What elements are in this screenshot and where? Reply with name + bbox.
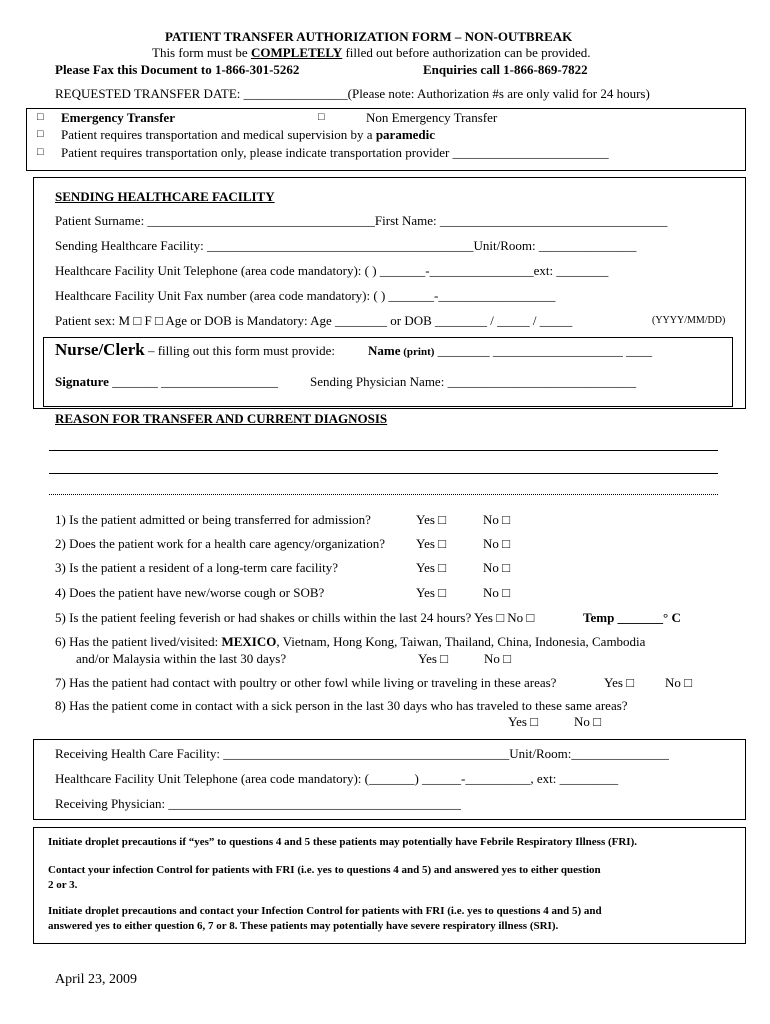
question-6	[55, 634, 645, 650]
reason-heading: REASON FOR TRANSFER AND CURRENT DIAGNOSIS	[55, 411, 388, 426]
patient-name-field[interactable]: Patient Surname: ___________________________________First Name: ___________________________________	[55, 213, 668, 228]
notice-text: This form must be	[152, 45, 251, 60]
sending-fax-field[interactable]: Healthcare Facility Unit Fax number (area code mandatory): ( ) _______-__________________	[55, 288, 556, 303]
q1-no-checkbox[interactable]: No □	[483, 512, 510, 527]
q7-yes-checkbox[interactable]: Yes □	[604, 675, 635, 690]
q6-no-checkbox[interactable]: No □	[484, 651, 511, 666]
question-4: 4) Does the patient have new/worse cough or SOB?	[55, 585, 325, 600]
nurse-clerk-instruction	[55, 340, 335, 360]
transport-only-checkbox[interactable]: □	[37, 146, 44, 158]
paramedic-text: Patient requires transportation and medical supervision by a	[61, 127, 376, 142]
emergency-checkbox[interactable]: □	[37, 111, 44, 123]
nurse-clerk-label: Nurse/Clerk	[55, 340, 145, 359]
signature-label: Signature	[55, 374, 109, 389]
q6-yes-checkbox[interactable]: Yes □	[418, 651, 449, 666]
receiving-facility-field[interactable]: Receiving Health Care Facility: ____________________________________________Unit/Room:_______________	[55, 746, 669, 761]
patient-sex-age-field[interactable]: Patient sex: M □ F □ Age or DOB is Mandatory: Age ________ or DOB ________ / _____ / _____	[55, 313, 573, 328]
notice-emphasis: COMPLETELY	[250, 45, 343, 60]
signature-line: _______ __________________	[108, 374, 278, 389]
emergency-transfer-label: Emergency Transfer	[61, 110, 175, 125]
q3-yes-checkbox[interactable]: Yes □	[416, 560, 447, 575]
temperature-field[interactable]: Temp _______° C	[583, 610, 681, 625]
q6-text: 6) Has the patient lived/visited:	[55, 634, 222, 649]
q4-yes-checkbox[interactable]: Yes □	[416, 585, 447, 600]
q2-yes-checkbox[interactable]: Yes □	[416, 536, 447, 551]
nurse-name-field[interactable]	[368, 343, 652, 359]
note-droplet-fri: Initiate droplet precautions if “yes” to questions 4 and 5 these patients may potentially have Febrile Respiratory Illness (FRI).	[48, 836, 637, 848]
sending-facility-field[interactable]: Sending Healthcare Facility: _________________________________________Unit/Room: _______________	[55, 238, 637, 253]
question-1: 1) Is the patient admitted or being transferred for admission?	[55, 512, 371, 527]
receiving-telephone-field[interactable]: Healthcare Facility Unit Telephone (area code mandatory): (_______) ______-__________, ext: _________	[55, 771, 619, 786]
reason-line-3[interactable]	[49, 494, 718, 495]
q3-no-checkbox[interactable]: No □	[483, 560, 510, 575]
question-2: 2) Does the patient work for a health care agency/organization?	[55, 536, 386, 551]
fax-number: Please Fax this Document to 1-866-301-5262	[55, 62, 300, 77]
non-emergency-transfer-label: Non Emergency Transfer	[366, 110, 498, 125]
form-title: PATIENT TRANSFER AUTHORIZATION FORM – NON-OUTBREAK	[165, 29, 573, 44]
q7-no-checkbox[interactable]: No □	[665, 675, 692, 690]
note-sri-1: Initiate droplet precautions and contact your Infection Control for patients with FRI (i.e. yes to questions 4 and 5) and	[48, 905, 602, 917]
question-5[interactable]: 5) Is the patient feeling feverish or had shakes or chills within the last 24 hours? Yes □ No □	[55, 610, 535, 625]
notice-text-end: filled out before authorization can be provided.	[342, 45, 591, 60]
signature-field[interactable]	[55, 374, 278, 390]
sending-telephone-field[interactable]: Healthcare Facility Unit Telephone (area code mandatory): ( ) _______-________________ext: ________	[55, 263, 609, 278]
reason-line-2[interactable]	[49, 473, 718, 474]
note-sri-2: answered yes to either question 6, 7 or 8. These patients may potentially have severe respiratory illness (SRI).	[48, 920, 559, 932]
paramedic-label	[61, 127, 435, 143]
name-print-hint: (print)	[400, 346, 435, 358]
q6-emphasis: MEXICO	[221, 634, 277, 649]
q1-yes-checkbox[interactable]: Yes □	[416, 512, 447, 527]
q6-text-end: , Vietnam, Hong Kong, Taiwan, Thailand, China, Indonesia, Cambodia	[276, 634, 646, 649]
paramedic-checkbox[interactable]: □	[37, 128, 44, 140]
sending-physician-field[interactable]: Sending Physician Name: _____________________________	[310, 374, 637, 389]
question-3: 3) Is the patient a resident of a long-term care facility?	[55, 560, 338, 575]
enquiries-number: Enquiries call 1-866-869-7822	[423, 62, 588, 77]
reason-line-1[interactable]	[49, 450, 718, 451]
completeness-notice	[152, 45, 591, 61]
form-revision-date: April 23, 2009	[55, 972, 138, 987]
question-7: 7) Has the patient had contact with poultry or other fowl while living or traveling in these areas?	[55, 675, 557, 690]
q8-yes-checkbox[interactable]: Yes □	[508, 714, 539, 729]
q2-no-checkbox[interactable]: No □	[483, 536, 510, 551]
sending-facility-heading: SENDING HEALTHCARE FACILITY	[55, 189, 275, 204]
date-format-hint: (YYYY/MM/DD)	[652, 315, 726, 326]
nurse-clerk-text: – filling out this form must provide:	[144, 343, 336, 358]
q8-no-checkbox[interactable]: No □	[574, 714, 601, 729]
q4-no-checkbox[interactable]: No □	[483, 585, 510, 600]
requested-transfer-date-field[interactable]: REQUESTED TRANSFER DATE: ________________(Please note: Authorization #s are only valid for 24 hours)	[55, 86, 650, 101]
note-infection-control-1: Contact your infection Control for patients with FRI (i.e. yes to questions 4 and 5) and answered yes to either question	[48, 864, 601, 876]
name-label: Name	[368, 343, 401, 358]
question-6-line-2: and/or Malaysia within the last 30 days?	[76, 651, 287, 666]
receiving-physician-field[interactable]: Receiving Physician: _____________________________________________	[55, 796, 461, 811]
non-emergency-checkbox[interactable]: □	[318, 111, 325, 123]
transport-provider-field[interactable]: Patient requires transportation only, please indicate transportation provider ________________________	[61, 145, 609, 160]
question-8: 8) Has the patient come in contact with a sick person in the last 30 days who has traveled to these same areas?	[55, 698, 628, 713]
name-line: ________ ____________________ ____	[434, 343, 653, 358]
note-infection-control-2: 2 or 3.	[48, 879, 78, 891]
paramedic-emphasis: paramedic	[375, 127, 436, 142]
